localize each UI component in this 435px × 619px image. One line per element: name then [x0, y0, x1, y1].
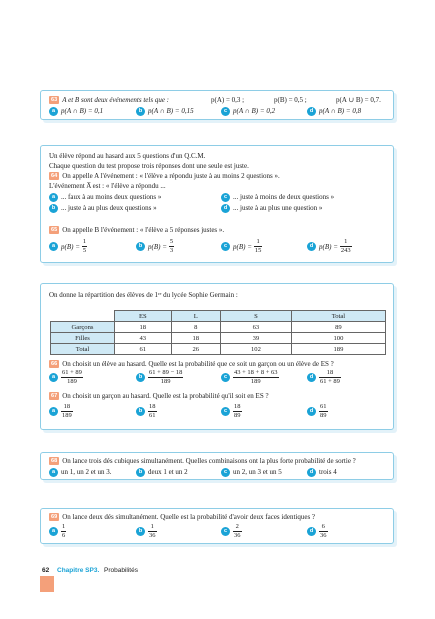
- numerator: 1: [254, 238, 263, 247]
- page-number: 62: [42, 567, 50, 574]
- exercise-number: 68: [51, 458, 58, 464]
- table-cell: 43: [115, 333, 172, 344]
- option-letter-icon: c: [221, 527, 230, 536]
- chapter-title: Probabilités: [104, 567, 138, 574]
- denominator: 6: [62, 532, 66, 539]
- fraction: [61, 369, 83, 386]
- answer-option-d[interactable]: [307, 369, 341, 386]
- option-prefix: p(B) =: [233, 242, 252, 251]
- fraction: [61, 523, 66, 540]
- option-text: ... juste à moins de deux questions »: [233, 193, 335, 202]
- option-letter-icon: b: [136, 527, 145, 536]
- question-text: On appelle B l'événement : « l'élève a 5 réponses justes ».: [62, 226, 225, 234]
- exercise-64-stem-2: L'événement A̅ est : « l'élève a répondu ...: [49, 182, 166, 190]
- question-text: A et B sont deux événements tels que :: [62, 96, 170, 104]
- table-cell: 8: [171, 322, 220, 333]
- table-cell: 18: [171, 333, 220, 344]
- numerator: 1: [62, 523, 66, 530]
- option-letter-icon: a: [49, 373, 58, 382]
- answer-option-c[interactable]: [221, 369, 279, 386]
- numerator: 18: [61, 403, 73, 412]
- table-row: [51, 322, 386, 333]
- exercise-63-box: [40, 90, 394, 120]
- numerator: 61: [320, 403, 327, 410]
- qcm-intro-2: Chaque question du test propose trois réponses dont une seule est juste.: [49, 162, 249, 170]
- exercise-number: 63: [51, 97, 58, 103]
- exercise-64-stem: [49, 172, 280, 180]
- exercise-69-box: [40, 508, 394, 544]
- answer-option-c[interactable]: [221, 468, 282, 477]
- exercise-67-stem: [49, 392, 269, 400]
- option-letter-icon: d: [307, 107, 316, 116]
- exercise-number: 69: [51, 514, 58, 520]
- exercise-number: 65: [51, 227, 58, 233]
- answer-option-b[interactable]: [136, 403, 157, 420]
- denominator: 15: [254, 247, 262, 254]
- table-cell: 189: [291, 344, 385, 355]
- column-header: S: [221, 311, 292, 322]
- option-prefix: p(B) =: [148, 242, 167, 251]
- numerator: 18: [319, 369, 341, 378]
- qcm-intro-1: Un élève répond au hasard aux 5 questions d'un Q.C.M.: [49, 152, 206, 160]
- numerator: 61 + 89: [62, 369, 82, 376]
- table-cell: 61: [115, 344, 172, 355]
- answer-option-a[interactable]: [49, 523, 66, 540]
- fraction: [148, 523, 157, 540]
- answer-option-d[interactable]: [221, 204, 322, 213]
- table-cell: 63: [221, 322, 292, 333]
- repartition-intro: On donne la répartition des élèves de 1ʳᵉ du lycée Sophie Germain :: [49, 291, 238, 299]
- denominator: 36: [320, 532, 327, 539]
- exercise-68-stem: [49, 457, 356, 465]
- answer-option-a[interactable]: [49, 369, 83, 386]
- option-text: deux 1 et un 2: [148, 468, 188, 477]
- option-letter-icon: c: [221, 107, 230, 116]
- page-tab-marker: [40, 576, 54, 592]
- fraction: [82, 238, 87, 255]
- denominator: 189: [67, 378, 77, 385]
- exercise-number: 64: [51, 173, 58, 179]
- given-pa: p(A) = 0,3 ;: [211, 96, 245, 104]
- denominator: 3: [169, 247, 174, 254]
- option-letter-icon: d: [221, 204, 230, 213]
- denominator: 189: [160, 378, 171, 385]
- denominator: 36: [149, 532, 156, 539]
- option-text: p(A ∩ B) = 0,2: [233, 107, 276, 116]
- exercise-63-stem: [49, 96, 169, 104]
- numerator: 18: [149, 403, 156, 410]
- answer-option-b[interactable]: [136, 369, 183, 386]
- fraction: [233, 369, 279, 386]
- table-cell: 102: [221, 344, 292, 355]
- answer-option-a[interactable]: [49, 403, 73, 420]
- table-cell: 39: [221, 333, 292, 344]
- numerator: 2: [233, 523, 242, 532]
- table-row: [51, 344, 386, 355]
- given-paub: p(A ∪ B) = 0,7.: [336, 96, 381, 104]
- option-text: ... faux à au moins deux questions »: [61, 193, 162, 202]
- fraction: [233, 403, 242, 420]
- option-letter-icon: c: [221, 193, 230, 202]
- numerator: 1: [148, 523, 157, 532]
- fraction: [319, 369, 341, 386]
- exercise-65-stem: [49, 226, 224, 234]
- denominator: 5: [82, 247, 87, 254]
- numerator: 5: [169, 238, 174, 245]
- answer-option-b[interactable]: [136, 238, 174, 255]
- answer-option-c[interactable]: [221, 523, 242, 540]
- option-letter-icon: b: [136, 107, 145, 116]
- answer-option-c[interactable]: [221, 238, 262, 255]
- option-letter-icon: a: [49, 193, 58, 202]
- answer-option-a[interactable]: [49, 468, 112, 477]
- row-header: Total: [51, 344, 115, 355]
- given-pb: p(B) = 0,5 ;: [274, 96, 307, 104]
- option-letter-icon: d: [307, 407, 316, 416]
- option-letter-icon: a: [49, 242, 58, 251]
- denominator: 89: [320, 412, 327, 419]
- answer-option-c[interactable]: [221, 193, 334, 202]
- option-text: ... juste à au plus une question »: [233, 204, 323, 213]
- repartition-box: [40, 283, 394, 430]
- question-text: On choisit un élève au hasard. Quelle est la probabilité que ce soit un garçon ou un élève de ES ?: [62, 360, 334, 368]
- option-letter-icon: d: [307, 527, 316, 536]
- option-text: ... juste à au plus deux questions »: [61, 204, 157, 213]
- option-text: p(A ∩ B) = 0,8: [319, 107, 362, 116]
- table-row: [51, 333, 386, 344]
- option-prefix: p(B) =: [61, 242, 80, 251]
- exercise-number: 66: [51, 361, 58, 367]
- exercise-68-box: [40, 452, 394, 480]
- fraction: [169, 238, 174, 255]
- option-letter-icon: c: [221, 468, 230, 477]
- denominator: 189: [62, 412, 72, 419]
- option-text: p(A ∩ B) = 0,15: [148, 107, 194, 116]
- option-letter-icon: a: [49, 468, 58, 477]
- option-letter-icon: b: [49, 204, 58, 213]
- exercise-number: 67: [51, 393, 58, 399]
- numerator: 43 + 18 + 8 + 63: [234, 369, 278, 376]
- table-header-row: [51, 311, 386, 322]
- answer-option-d[interactable]: [307, 403, 328, 420]
- option-letter-icon: c: [221, 242, 230, 251]
- fraction: [340, 238, 352, 255]
- table-cell: 100: [291, 333, 385, 344]
- fraction: [233, 523, 242, 540]
- answer-option-b[interactable]: [136, 468, 188, 477]
- fraction: [319, 523, 328, 540]
- option-letter-icon: a: [49, 527, 58, 536]
- answer-option-d[interactable]: [307, 238, 352, 255]
- answer-option-b[interactable]: [136, 523, 157, 540]
- option-letter-icon: a: [49, 107, 58, 116]
- numerator: 1: [340, 238, 352, 247]
- option-text: trois 4: [319, 468, 337, 477]
- row-header: Filles: [51, 333, 115, 344]
- option-letter-icon: c: [221, 373, 230, 382]
- option-text: un 2, un 3 et un 5: [233, 468, 282, 477]
- denominator: 243: [340, 247, 351, 254]
- answer-option-a[interactable]: [49, 107, 103, 116]
- fraction: [61, 403, 73, 420]
- table-cell: 89: [291, 322, 385, 333]
- column-header: Total: [291, 311, 385, 322]
- option-letter-icon: b: [136, 242, 145, 251]
- denominator: 61: [149, 412, 156, 419]
- column-header: ES: [115, 311, 172, 322]
- option-letter-icon: d: [307, 468, 316, 477]
- option-letter-icon: b: [136, 373, 145, 382]
- fraction: [148, 369, 183, 386]
- numerator: 6: [319, 523, 328, 532]
- numerator: 1: [82, 238, 87, 245]
- table-cell: 18: [115, 322, 172, 333]
- row-header: Garçons: [51, 322, 115, 333]
- option-letter-icon: a: [49, 407, 58, 416]
- answer-option-d[interactable]: [307, 468, 337, 477]
- question-text: On lance deux dés simultanément. Quelle est la probabilité d'avoir deux faces identiques ?: [62, 513, 316, 521]
- table-corner-cell: [51, 311, 115, 322]
- chapter-label: Chapitre SP3.: [57, 567, 100, 574]
- answer-option-d[interactable]: [307, 107, 361, 116]
- option-prefix: p(B) =: [319, 242, 338, 251]
- exercise-66-stem: [49, 360, 334, 368]
- denominator: 89: [234, 412, 241, 419]
- answer-option-b[interactable]: [49, 204, 157, 213]
- answer-option-c[interactable]: [221, 107, 275, 116]
- numerator: 61 + 89 − 18: [149, 369, 183, 376]
- repartition-table: [50, 310, 386, 355]
- question-text: On appelle A l'événement : « l'élève a répondu juste à au moins 2 questions ».: [62, 172, 280, 180]
- column-header: L: [171, 311, 220, 322]
- question-text: On lance trois dés cubiques simultanément. Quelles combinaisons ont la plus forte probabilité de sortie ?: [62, 457, 356, 465]
- fraction: [148, 403, 157, 420]
- answer-option-a[interactable]: [49, 238, 87, 255]
- answer-option-c[interactable]: [221, 403, 242, 420]
- option-letter-icon: d: [307, 242, 316, 251]
- answer-option-a[interactable]: [49, 193, 161, 202]
- answer-option-b[interactable]: [136, 107, 194, 116]
- option-text: un 1, un 2 et un 3.: [61, 468, 112, 477]
- question-text: On choisit un garçon au hasard. Quelle est la probabilité qu'il soit en ES ?: [62, 392, 269, 400]
- qcm-box: [40, 145, 394, 263]
- denominator: 61 + 89: [320, 378, 340, 385]
- option-letter-icon: c: [221, 407, 230, 416]
- denominator: 189: [250, 378, 261, 385]
- numerator: 18: [234, 403, 241, 410]
- option-text: p(A ∩ B) = 0,1: [61, 107, 104, 116]
- option-letter-icon: d: [307, 373, 316, 382]
- denominator: 36: [234, 532, 241, 539]
- answer-option-d[interactable]: [307, 523, 328, 540]
- option-letter-icon: b: [136, 407, 145, 416]
- exercise-69-stem: [49, 513, 315, 521]
- option-letter-icon: b: [136, 468, 145, 477]
- fraction: [254, 238, 263, 255]
- table-cell: 26: [171, 344, 220, 355]
- fraction: [319, 403, 328, 420]
